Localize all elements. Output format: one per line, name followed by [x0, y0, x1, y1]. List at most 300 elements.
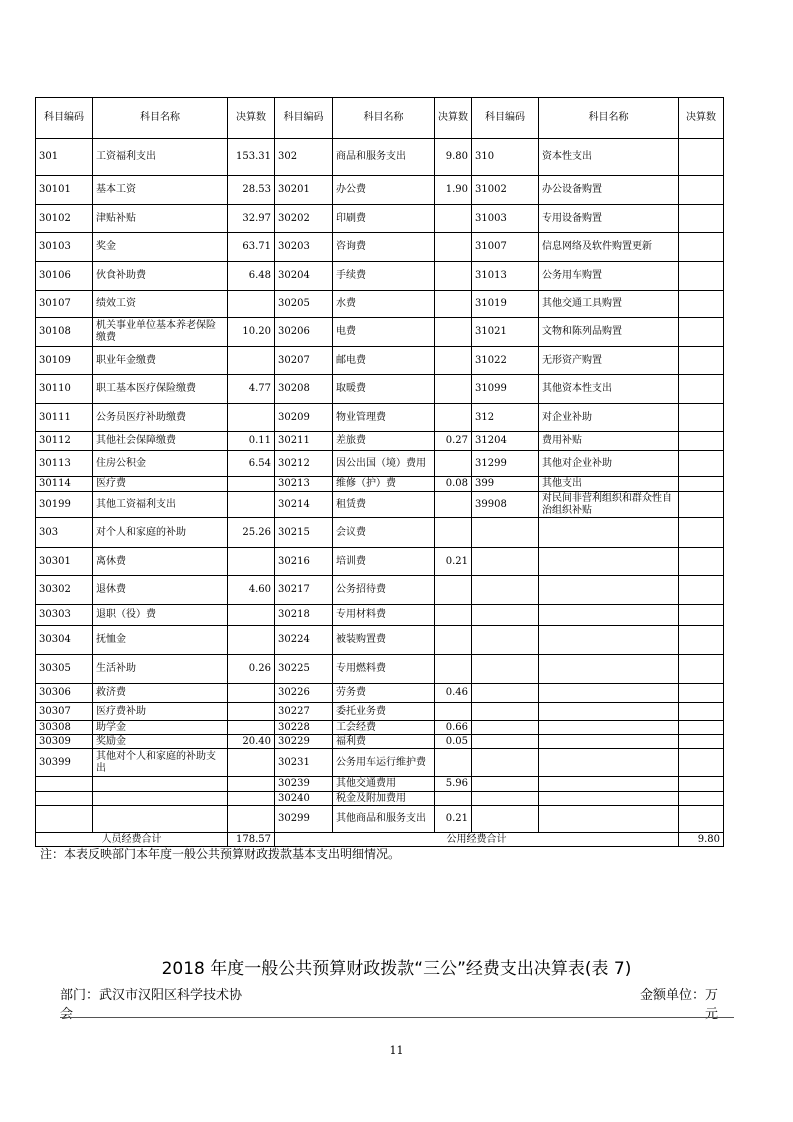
cell-amount: 0.27	[435, 432, 472, 451]
cell-amount: 6.54	[228, 451, 275, 477]
cell-name: 办公设备购置	[539, 176, 679, 205]
cell-amount	[435, 262, 472, 291]
cell-amount	[228, 347, 275, 375]
cell-code: 31299	[472, 451, 539, 477]
cell-amount	[435, 347, 472, 375]
cell-code: 31204	[472, 432, 539, 451]
cell-amount: 0.05	[435, 735, 472, 749]
cell-name	[539, 655, 679, 684]
cell-code: 30112	[36, 432, 93, 451]
cell-amount	[679, 205, 724, 233]
cell-code: 31002	[472, 176, 539, 205]
cell-name: 其他对企业补助	[539, 451, 679, 477]
cell-code: 30111	[36, 404, 93, 432]
table-row	[36, 703, 724, 721]
column-header: 科目名称	[539, 98, 679, 139]
cell-code	[472, 684, 539, 703]
cell-code	[472, 548, 539, 576]
cell-amount	[679, 684, 724, 703]
amount-unit-line-1: 金额单位：万	[640, 988, 719, 1003]
cell-name: 其他资本性支出	[539, 375, 679, 404]
cell-code: 30305	[36, 655, 93, 684]
cell-code	[472, 626, 539, 655]
cell-name: 文物和陈列品购置	[539, 318, 679, 347]
cell-amount	[679, 492, 724, 518]
cell-name	[539, 735, 679, 749]
cell-code: 30240	[275, 792, 333, 806]
cell-code	[472, 735, 539, 749]
cell-amount	[435, 576, 472, 605]
table-row	[36, 262, 724, 291]
cell-name: 商品和服务支出	[333, 139, 435, 176]
column-header: 科目名称	[93, 98, 228, 139]
table-row	[36, 777, 724, 792]
department-line-2: 会	[60, 1007, 74, 1022]
cell-code: 30307	[36, 703, 93, 721]
cell-code: 30303	[36, 605, 93, 626]
cell-amount	[435, 703, 472, 721]
cell-code: 30224	[275, 626, 333, 655]
cell-name: 专用设备购置	[539, 205, 679, 233]
cell-code: 303	[36, 518, 93, 548]
cell-amount	[228, 777, 275, 792]
cell-name	[539, 806, 679, 833]
cell-name: 对民间非营利组织和群众性自治组织补贴	[539, 492, 679, 518]
cell-code: 30199	[36, 492, 93, 518]
cell-amount	[679, 548, 724, 576]
cell-amount	[679, 404, 724, 432]
table-row	[36, 404, 724, 432]
cell-amount	[435, 792, 472, 806]
cell-amount	[435, 233, 472, 262]
cell-name: 专用材料费	[333, 605, 435, 626]
cell-name: 税金及附加费用	[333, 792, 435, 806]
cell-name	[93, 806, 228, 833]
table-row	[36, 347, 724, 375]
cell-amount: 4.60	[228, 576, 275, 605]
table-row	[36, 576, 724, 605]
cell-code	[472, 605, 539, 626]
page-number: 11	[389, 1044, 404, 1057]
cell-code: 39908	[472, 492, 539, 518]
cell-name: 津贴补贴	[93, 205, 228, 233]
cell-code: 30113	[36, 451, 93, 477]
cell-code: 30101	[36, 176, 93, 205]
column-header: 决算数	[228, 98, 275, 139]
cell-code: 30207	[275, 347, 333, 375]
cell-name: 医疗费	[93, 477, 228, 492]
cell-code: 30102	[36, 205, 93, 233]
cell-name: 被装购置费	[333, 626, 435, 655]
cell-name: 费用补贴	[539, 432, 679, 451]
cell-name: 培训费	[333, 548, 435, 576]
cell-amount: 20.40	[228, 735, 275, 749]
cell-amount	[679, 655, 724, 684]
cell-amount	[435, 205, 472, 233]
cell-name: 手续费	[333, 262, 435, 291]
cell-name: 救济费	[93, 684, 228, 703]
cell-code: 30205	[275, 291, 333, 318]
cell-code: 31013	[472, 262, 539, 291]
cell-code: 30103	[36, 233, 93, 262]
cell-code: 30109	[36, 347, 93, 375]
cell-code: 30108	[36, 318, 93, 347]
cell-code: 30304	[36, 626, 93, 655]
cell-amount	[228, 291, 275, 318]
column-header: 科目编码	[275, 98, 333, 139]
cell-code: 30399	[36, 749, 93, 777]
table-row	[36, 477, 724, 492]
cell-amount: 0.46	[435, 684, 472, 703]
cell-amount	[435, 626, 472, 655]
cell-name: 职业年金缴费	[93, 347, 228, 375]
cell-amount	[679, 777, 724, 792]
cell-name: 公务招待费	[333, 576, 435, 605]
cell-name: 工会经费	[333, 721, 435, 735]
cell-code: 399	[472, 477, 539, 492]
cell-amount	[435, 749, 472, 777]
cell-code: 31019	[472, 291, 539, 318]
cell-amount	[228, 806, 275, 833]
table-row	[36, 655, 724, 684]
cell-amount	[679, 721, 724, 735]
cell-amount	[435, 655, 472, 684]
cell-code: 31003	[472, 205, 539, 233]
public-total-label: 公用经费合计	[275, 833, 679, 847]
cell-code: 302	[275, 139, 333, 176]
table-note: 注：本表反映部门本年度一般公共预算财政拨款基本支出明细情况。	[40, 847, 401, 861]
basic-expenditure-table	[35, 97, 724, 847]
cell-amount	[679, 139, 724, 176]
cell-code: 30302	[36, 576, 93, 605]
cell-amount	[228, 684, 275, 703]
cell-code: 30211	[275, 432, 333, 451]
table-row	[36, 626, 724, 655]
public-total-value: 9.80	[679, 833, 724, 847]
cell-amount	[679, 518, 724, 548]
cell-amount: 153.31	[228, 139, 275, 176]
cell-amount	[679, 703, 724, 721]
cell-name	[539, 703, 679, 721]
cell-name: 因公出国（境）费用	[333, 451, 435, 477]
cell-name: 物业管理费	[333, 404, 435, 432]
cell-code: 30110	[36, 375, 93, 404]
cell-name: 工资福利支出	[93, 139, 228, 176]
cell-amount: 0.26	[228, 655, 275, 684]
cell-amount	[679, 347, 724, 375]
cell-amount: 25.26	[228, 518, 275, 548]
cell-name	[93, 792, 228, 806]
cell-name: 会议费	[333, 518, 435, 548]
cell-name	[539, 576, 679, 605]
cell-code	[472, 655, 539, 684]
table-row	[36, 233, 724, 262]
table-row	[36, 605, 724, 626]
cell-code: 30202	[275, 205, 333, 233]
cell-amount	[435, 451, 472, 477]
cell-amount	[228, 626, 275, 655]
cell-name: 伙食补助费	[93, 262, 228, 291]
personnel-total-label: 人员经费合计	[36, 833, 228, 847]
cell-amount: 1.90	[435, 176, 472, 205]
cell-amount	[679, 576, 724, 605]
cell-name: 绩效工资	[93, 291, 228, 318]
cell-name: 水费	[333, 291, 435, 318]
next-table-title: 2018 年度一般公共预算财政拨款“三公”经费支出决算表(表 7)	[161, 959, 632, 979]
cell-code: 30225	[275, 655, 333, 684]
table-row	[36, 291, 724, 318]
cell-code: 30209	[275, 404, 333, 432]
cell-amount	[679, 792, 724, 806]
cell-code: 30208	[275, 375, 333, 404]
cell-code: 30216	[275, 548, 333, 576]
cell-name	[539, 548, 679, 576]
cell-code	[472, 806, 539, 833]
cell-code: 30226	[275, 684, 333, 703]
cell-name: 其他社会保障缴费	[93, 432, 228, 451]
cell-code: 30239	[275, 777, 333, 792]
cell-amount	[228, 548, 275, 576]
cell-name: 其他交通费用	[333, 777, 435, 792]
cell-amount	[679, 477, 724, 492]
cell-amount: 0.66	[435, 721, 472, 735]
cell-name	[539, 749, 679, 777]
cell-amount: 4.77	[228, 375, 275, 404]
cell-amount: 9.80	[435, 139, 472, 176]
cell-name: 资本性支出	[539, 139, 679, 176]
cell-amount	[679, 451, 724, 477]
cell-code: 30299	[275, 806, 333, 833]
cell-name: 医疗费补助	[93, 703, 228, 721]
table-row	[36, 806, 724, 833]
cell-name: 咨询费	[333, 233, 435, 262]
cell-amount	[435, 318, 472, 347]
cell-name: 对个人和家庭的补助	[93, 518, 228, 548]
cell-name: 委托业务费	[333, 703, 435, 721]
cell-name: 奖金	[93, 233, 228, 262]
cell-name: 其他交通工具购置	[539, 291, 679, 318]
cell-name: 对企业补助	[539, 404, 679, 432]
cell-amount	[228, 605, 275, 626]
cell-code: 30206	[275, 318, 333, 347]
cell-amount	[679, 375, 724, 404]
cell-name	[539, 721, 679, 735]
cell-amount: 0.21	[435, 806, 472, 833]
cell-code: 30215	[275, 518, 333, 548]
cell-code: 30227	[275, 703, 333, 721]
cell-name: 劳务费	[333, 684, 435, 703]
cell-code: 310	[472, 139, 539, 176]
cell-amount	[435, 375, 472, 404]
cell-code: 30301	[36, 548, 93, 576]
cell-amount: 28.53	[228, 176, 275, 205]
cell-amount	[679, 605, 724, 626]
cell-code	[36, 792, 93, 806]
cell-name: 离休费	[93, 548, 228, 576]
cell-name	[539, 777, 679, 792]
amount-unit-label	[640, 986, 718, 1024]
cell-amount	[679, 291, 724, 318]
cell-code: 30203	[275, 233, 333, 262]
table-row	[36, 721, 724, 735]
table-row	[36, 375, 724, 404]
cell-name: 其他支出	[539, 477, 679, 492]
cell-name: 邮电费	[333, 347, 435, 375]
cell-amount: 6.48	[228, 262, 275, 291]
cell-code: 31022	[472, 347, 539, 375]
table-row	[36, 318, 724, 347]
cell-amount	[679, 318, 724, 347]
cell-code: 30114	[36, 477, 93, 492]
table-row	[36, 451, 724, 477]
cell-name	[539, 684, 679, 703]
cell-name: 奖励金	[93, 735, 228, 749]
cell-amount: 0.21	[435, 548, 472, 576]
cell-code: 30204	[275, 262, 333, 291]
cell-name	[539, 605, 679, 626]
cell-name: 公务员医疗补助缴费	[93, 404, 228, 432]
column-header: 科目编码	[472, 98, 539, 139]
cell-amount	[435, 518, 472, 548]
cell-name: 其他对个人和家庭的补助支出	[93, 749, 228, 777]
column-header: 决算数	[435, 98, 472, 139]
cell-code: 30214	[275, 492, 333, 518]
cell-amount	[228, 792, 275, 806]
cell-amount	[679, 735, 724, 749]
cell-amount	[228, 404, 275, 432]
table-row	[36, 518, 724, 548]
cell-code: 30228	[275, 721, 333, 735]
cell-amount	[435, 492, 472, 518]
cell-name: 租赁费	[333, 492, 435, 518]
table-row	[36, 792, 724, 806]
cell-code	[472, 749, 539, 777]
cell-amount	[228, 749, 275, 777]
cell-amount	[679, 233, 724, 262]
cell-amount	[679, 432, 724, 451]
table-row	[36, 548, 724, 576]
cell-name	[539, 792, 679, 806]
cell-code: 30106	[36, 262, 93, 291]
cell-amount	[679, 806, 724, 833]
cell-name: 电费	[333, 318, 435, 347]
cell-code: 301	[36, 139, 93, 176]
table-row	[36, 735, 724, 749]
cell-amount: 32.97	[228, 205, 275, 233]
cell-name: 住房公积金	[93, 451, 228, 477]
cell-amount	[679, 176, 724, 205]
cell-name: 抚恤金	[93, 626, 228, 655]
table-row	[36, 492, 724, 518]
column-header: 科目编码	[36, 98, 93, 139]
cell-code	[472, 721, 539, 735]
cell-name: 无形资产购置	[539, 347, 679, 375]
table-row	[36, 432, 724, 451]
cell-code: 30306	[36, 684, 93, 703]
cell-name: 机关事业单位基本养老保险缴费	[93, 318, 228, 347]
cell-amount	[228, 721, 275, 735]
cell-code	[472, 777, 539, 792]
cell-name: 办公费	[333, 176, 435, 205]
table-row	[36, 205, 724, 233]
cell-name	[539, 626, 679, 655]
cell-amount: 5.96	[435, 777, 472, 792]
cell-name: 印刷费	[333, 205, 435, 233]
cell-name	[539, 518, 679, 548]
cell-name: 信息网络及软件购置更新	[539, 233, 679, 262]
cell-name: 退职（役）费	[93, 605, 228, 626]
cell-amount	[435, 605, 472, 626]
cell-name: 专用燃料费	[333, 655, 435, 684]
cell-code: 30218	[275, 605, 333, 626]
cell-code: 30229	[275, 735, 333, 749]
table-row	[36, 749, 724, 777]
cell-name: 公务用车运行维护费	[333, 749, 435, 777]
department-label	[60, 986, 242, 1024]
cell-code: 30217	[275, 576, 333, 605]
cell-code	[472, 518, 539, 548]
cell-amount: 63.71	[228, 233, 275, 262]
column-header: 决算数	[679, 98, 724, 139]
cell-code	[36, 777, 93, 792]
table-row	[36, 176, 724, 205]
header-rule	[60, 1017, 734, 1018]
cell-code: 31099	[472, 375, 539, 404]
cell-code: 31021	[472, 318, 539, 347]
cell-name: 公务用车购置	[539, 262, 679, 291]
cell-code: 312	[472, 404, 539, 432]
cell-amount	[435, 404, 472, 432]
cell-code	[36, 806, 93, 833]
cell-name: 其他商品和服务支出	[333, 806, 435, 833]
department-line-1: 部门：武汉市汉阳区科学技术协	[60, 988, 243, 1003]
cell-name: 取暖费	[333, 375, 435, 404]
cell-code: 31007	[472, 233, 539, 262]
cell-name: 职工基本医疗保险缴费	[93, 375, 228, 404]
cell-code	[472, 576, 539, 605]
cell-name: 基本工资	[93, 176, 228, 205]
cell-name: 退休费	[93, 576, 228, 605]
cell-amount	[228, 703, 275, 721]
cell-code: 30309	[36, 735, 93, 749]
cell-amount	[679, 749, 724, 777]
column-header: 科目名称	[333, 98, 435, 139]
personnel-total-value: 178.57	[228, 833, 275, 847]
cell-code	[472, 703, 539, 721]
cell-amount	[679, 626, 724, 655]
cell-code: 30212	[275, 451, 333, 477]
table-row	[36, 684, 724, 703]
cell-amount	[228, 492, 275, 518]
cell-name: 生活补助	[93, 655, 228, 684]
cell-amount: 0.08	[435, 477, 472, 492]
cell-name	[93, 777, 228, 792]
table-row	[36, 139, 724, 176]
cell-amount	[435, 291, 472, 318]
cell-amount	[228, 477, 275, 492]
cell-name: 助学金	[93, 721, 228, 735]
cell-code: 30201	[275, 176, 333, 205]
cell-name: 差旅费	[333, 432, 435, 451]
cell-amount	[679, 262, 724, 291]
cell-amount: 0.11	[228, 432, 275, 451]
amount-unit-line-2: 元	[705, 1007, 719, 1022]
cell-code: 30231	[275, 749, 333, 777]
cell-code: 30107	[36, 291, 93, 318]
cell-name: 其他工资福利支出	[93, 492, 228, 518]
cell-code: 30213	[275, 477, 333, 492]
cell-code: 30308	[36, 721, 93, 735]
